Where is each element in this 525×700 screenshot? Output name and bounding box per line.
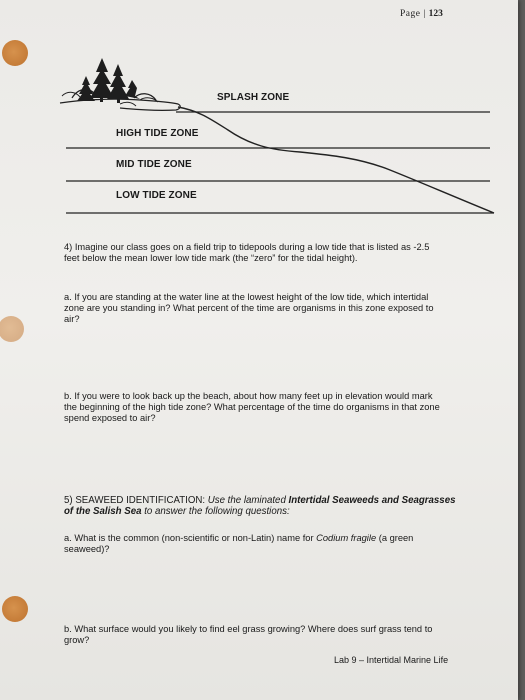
beach-slope-line — [178, 107, 494, 213]
punch-hole-middle — [0, 316, 24, 342]
question-4b: b. If you were to look back up the beach, about how many feet up in elevation would mark the beginning of the high tide zone? What percentage of the time do organisms in that zone spend exposed to air? — [64, 391, 440, 423]
question-5-resource-title: Intertidal Seaweeds and Seagrasses of the Salish Sea — [64, 495, 456, 517]
high-tide-zone-label: HIGH TIDE ZONE — [116, 128, 199, 139]
lab-footer: Lab 9 – Intertidal Marine Life — [334, 655, 449, 665]
page-label: Page — [400, 9, 421, 19]
question-5a-species: Codium fragile — [316, 533, 377, 543]
page-separator: | — [423, 9, 426, 19]
splash-zone-label: SPLASH ZONE — [217, 92, 290, 103]
page-number-value: 123 — [428, 9, 443, 19]
question-5-heading — [64, 495, 464, 517]
question-5-number: 5) — [64, 495, 73, 506]
low-tide-zone-label: LOW TIDE ZONE — [116, 190, 197, 201]
question-5a-text-end: (a green seaweed)? — [64, 533, 414, 554]
question-5a-text: a. What is the common (non-scientific or non-Latin) name for — [64, 533, 314, 543]
question-5a — [64, 533, 450, 555]
mid-tide-zone-label: MID TIDE ZONE — [116, 159, 192, 170]
question-5b: b. What surface would you likely to find eel grass growing? Where does surf grass tend to grow? — [64, 624, 433, 645]
tide-zone-diagram — [0, 0, 518, 230]
tree-silhouettes — [77, 58, 140, 103]
question-4-prompt: 4) Imagine our class goes on a field trip to tidepools during a low tide that is listed as -2.5 feet below the mean lower low tide mark (the “zero” for the tidal height). — [64, 242, 430, 263]
question-4a: a. If you are standing at the water line at the lowest height of the low tide, which intertidal zone are you standing in? What percent of the time are organisms in this zone exposed to air? — [64, 292, 434, 324]
question-5-instruction-post: to answer the following questions: — [144, 506, 290, 517]
question-5-instruction-pre: Use the laminated — [207, 495, 286, 506]
question-5-title: SEAWEED IDENTIFICATION: — [75, 495, 206, 506]
punch-hole-bottom — [2, 596, 28, 622]
